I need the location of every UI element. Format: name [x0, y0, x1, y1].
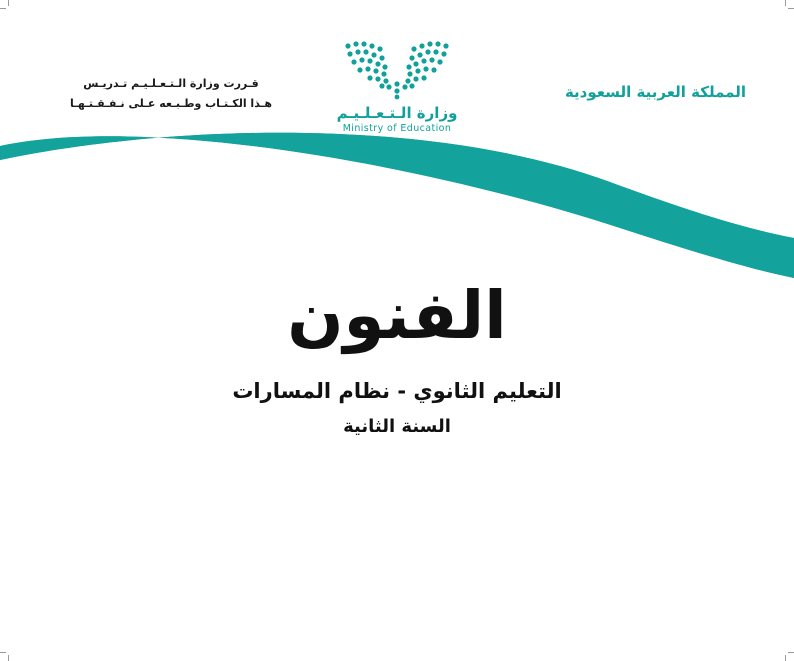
printing-decision-note [70, 74, 272, 114]
title-block [0, 277, 794, 437]
cover-header [0, 40, 794, 140]
kingdom-label: المملكة العربية السعودية [564, 83, 746, 101]
ministry-emblem-icon [317, 40, 477, 102]
ministry-name-ar: وزارة الـتـعـلـيـم [336, 104, 458, 122]
crop-mark-right [785, 0, 786, 6]
decision-note-line-1: قـررت وزارة الـتـعـلـيـم تـدريـس [83, 77, 259, 90]
crop-mark-left [8, 0, 9, 6]
crop-mark-bottom-left [8, 655, 9, 661]
school-year-subtitle: السنة الثانية [343, 415, 451, 437]
education-stage-subtitle: التعليم الثانوي - نظام المسارات [232, 378, 562, 403]
crop-mark-bottom-2 [788, 652, 794, 653]
crop-mark-bottom [0, 652, 6, 653]
book-title: الفنون [287, 277, 507, 354]
crop-mark-top-right [788, 8, 794, 9]
ministry-logo [317, 40, 477, 134]
ministry-name-en: Ministry of Education [342, 123, 452, 134]
crop-mark-top-left [0, 8, 6, 9]
teal-swoosh-band [0, 132, 794, 280]
crop-mark-bottom-right [785, 655, 786, 661]
decision-note-line-2: هـذا الكـتـاب وطـبـعه عـلى نـفـقـتـهـا [70, 97, 272, 110]
